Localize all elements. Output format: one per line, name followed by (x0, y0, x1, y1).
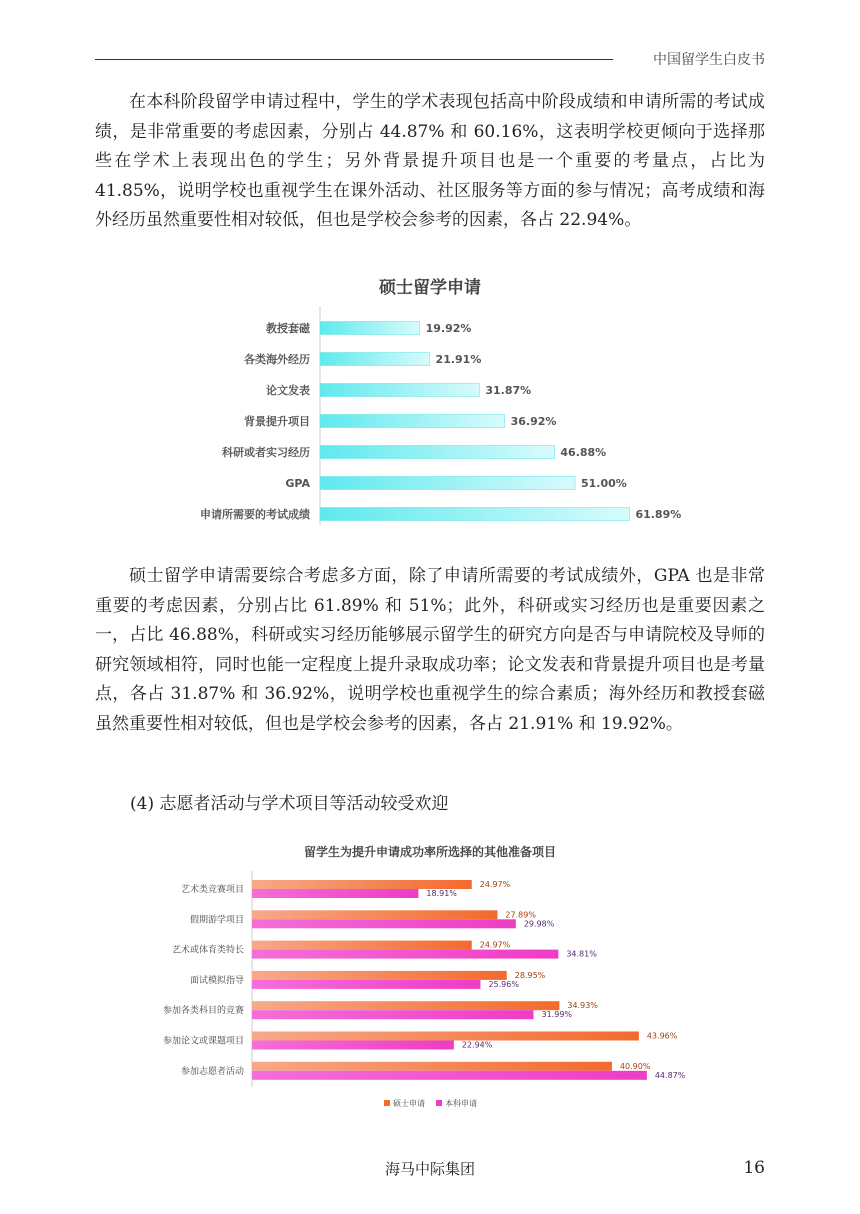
chart2-value-label: 24.97% (479, 940, 511, 950)
chart2-value-label: 43.96% (646, 1031, 678, 1041)
chart1-bar (320, 477, 575, 490)
chart2-category-label: 面试模拟指导 (189, 975, 244, 986)
chart2-category-label: 艺术或体育类特长 (171, 945, 244, 956)
chart2-category-label: 艺术类竞赛项目 (180, 885, 244, 895)
chart2-value-label: 34.93% (567, 1001, 598, 1011)
chart2-title: 留学生为提升申请成功率所选择的其他准备项目 (303, 845, 556, 859)
chart2-legend-swatch (384, 1100, 390, 1106)
chart1-value-label: 31.87% (485, 384, 532, 397)
chart2-value-label: 22.94% (461, 1040, 493, 1050)
paragraph-undergrad: 在本科阶段留学申请过程中，学生的学术表现包括高中阶段成绩和申请所需的考试成绩，是非常重要的考虑因素，分别占 44.87% 和 60.16%，这表明学校更倾向于选择那些在学术上表现出色的学生；另外背景提升项目也是一个重要的考量点，占比为 41.85%，说明学校也重视学生在课外活动、社区服务等方面的参与情况；高考成绩和海外经历虽然重要性相对较低，但也是学校会参考的因素，各占 22.94%。 (95, 92, 765, 230)
chart2-category-label: 假期游学项目 (189, 915, 244, 926)
chart2-bar-undergrad (252, 1071, 647, 1080)
chart2-value-label: 24.97% (479, 880, 511, 889)
chart2-bar-undergrad (252, 980, 480, 989)
chart2-value-label: 34.81% (566, 949, 597, 959)
chart2-bar-master (252, 971, 507, 980)
chart2-bar-undergrad (252, 1010, 534, 1019)
chart2-value-label: 18.91% (426, 889, 457, 898)
chart1-value-label: 61.89% (635, 508, 682, 521)
chart2-value-label: 28.95% (514, 970, 546, 980)
chart-other-preparation (0, 865, 860, 1125)
page-number: 16 (743, 1158, 765, 1178)
header-rule (95, 59, 613, 60)
footer-org: 海马中际集团 (384, 1160, 475, 1178)
chart2-bar-undergrad (252, 950, 558, 959)
chart2-category-label: 参加论文或课题项目 (162, 1036, 244, 1047)
chart2-category-label: 参加各类科目的竞赛 (162, 1006, 244, 1017)
chart2-bar-undergrad (252, 1041, 454, 1050)
chart1-category-label: 科研或者实习经历 (222, 446, 310, 459)
chart2-value-label: 40.90% (619, 1061, 651, 1071)
chart2-bar-undergrad (252, 889, 418, 898)
header-title: 中国留学生白皮书 (653, 52, 765, 68)
chart2-value-label: 29.98% (523, 919, 555, 929)
chart-master-application (0, 300, 860, 540)
chart2-legend-label: 本科申请 (445, 1099, 477, 1108)
chart2-bar-undergrad (252, 919, 516, 928)
chart2-legend-swatch (436, 1100, 442, 1106)
chart1-bar (320, 415, 505, 428)
chart1-category-label: 背景提升项目 (244, 415, 310, 428)
chart1-bar (320, 446, 554, 459)
chart2-bar-master (252, 941, 472, 950)
chart1-category-label: 各类海外经历 (244, 353, 310, 366)
chart1-value-label: 19.92% (425, 322, 472, 335)
chart1-bar (320, 508, 629, 521)
chart1-bar (320, 353, 430, 366)
chart2-bar-master (252, 1001, 559, 1010)
chart1-category-label: 论文发表 (266, 384, 310, 397)
chart2-value-label: 25.96% (488, 979, 519, 989)
chart1-bar (320, 322, 420, 335)
chart2-value-label: 44.87% (654, 1070, 686, 1080)
chart2-value-label: 27.89% (505, 910, 536, 920)
chart1-category-label: 申请所需要的考试成绩 (200, 508, 310, 521)
chart2-bar-master (252, 1032, 639, 1041)
chart1-value-label: 46.88% (560, 446, 607, 459)
section-heading: (4) 志愿者活动与学术项目等活动较受欢迎 (130, 794, 449, 814)
chart2-bar-master (252, 1062, 612, 1071)
chart2-bar-master (252, 910, 497, 919)
chart2-category-label: 参加志愿者活动 (180, 1066, 244, 1077)
chart1-category-label: 教授套磁 (266, 322, 310, 335)
chart2-value-label: 31.99% (541, 1010, 573, 1020)
chart1-value-label: 21.91% (435, 353, 482, 366)
chart1-value-label: 36.92% (510, 415, 557, 428)
paragraph-master: 硕士留学申请需要综合考虑多方面，除了申请所需要的考试成绩外，GPA 也是非常重要的考虑因素，分别占比 61.89% 和 51%；此外，科研或实习经历也是重要因素之一，占比 46.88%，科研或实习经历能够展示留学生的研究方向是否与申请院校及导师的研究领域相符，同时也能一定程度上提升录取成功率；论文发表和背景提升项目也是考量点，各占 31.87% 和 36.92%，说明学校也重视学生的综合素质；海外经历和教授套磁虽然重要性相对较低，但也是学校会参考的因素，各占 21.91% 和 19.92%。 (95, 566, 765, 734)
chart1-value-label: 51.00% (581, 477, 627, 490)
chart1-title: 硕士留学申请 (379, 278, 481, 298)
chart2-legend-label: 硕士申请 (393, 1099, 425, 1108)
chart1-bar (320, 384, 479, 397)
chart2-bar-master (252, 880, 472, 889)
chart1-category-label: GPA (285, 477, 310, 490)
